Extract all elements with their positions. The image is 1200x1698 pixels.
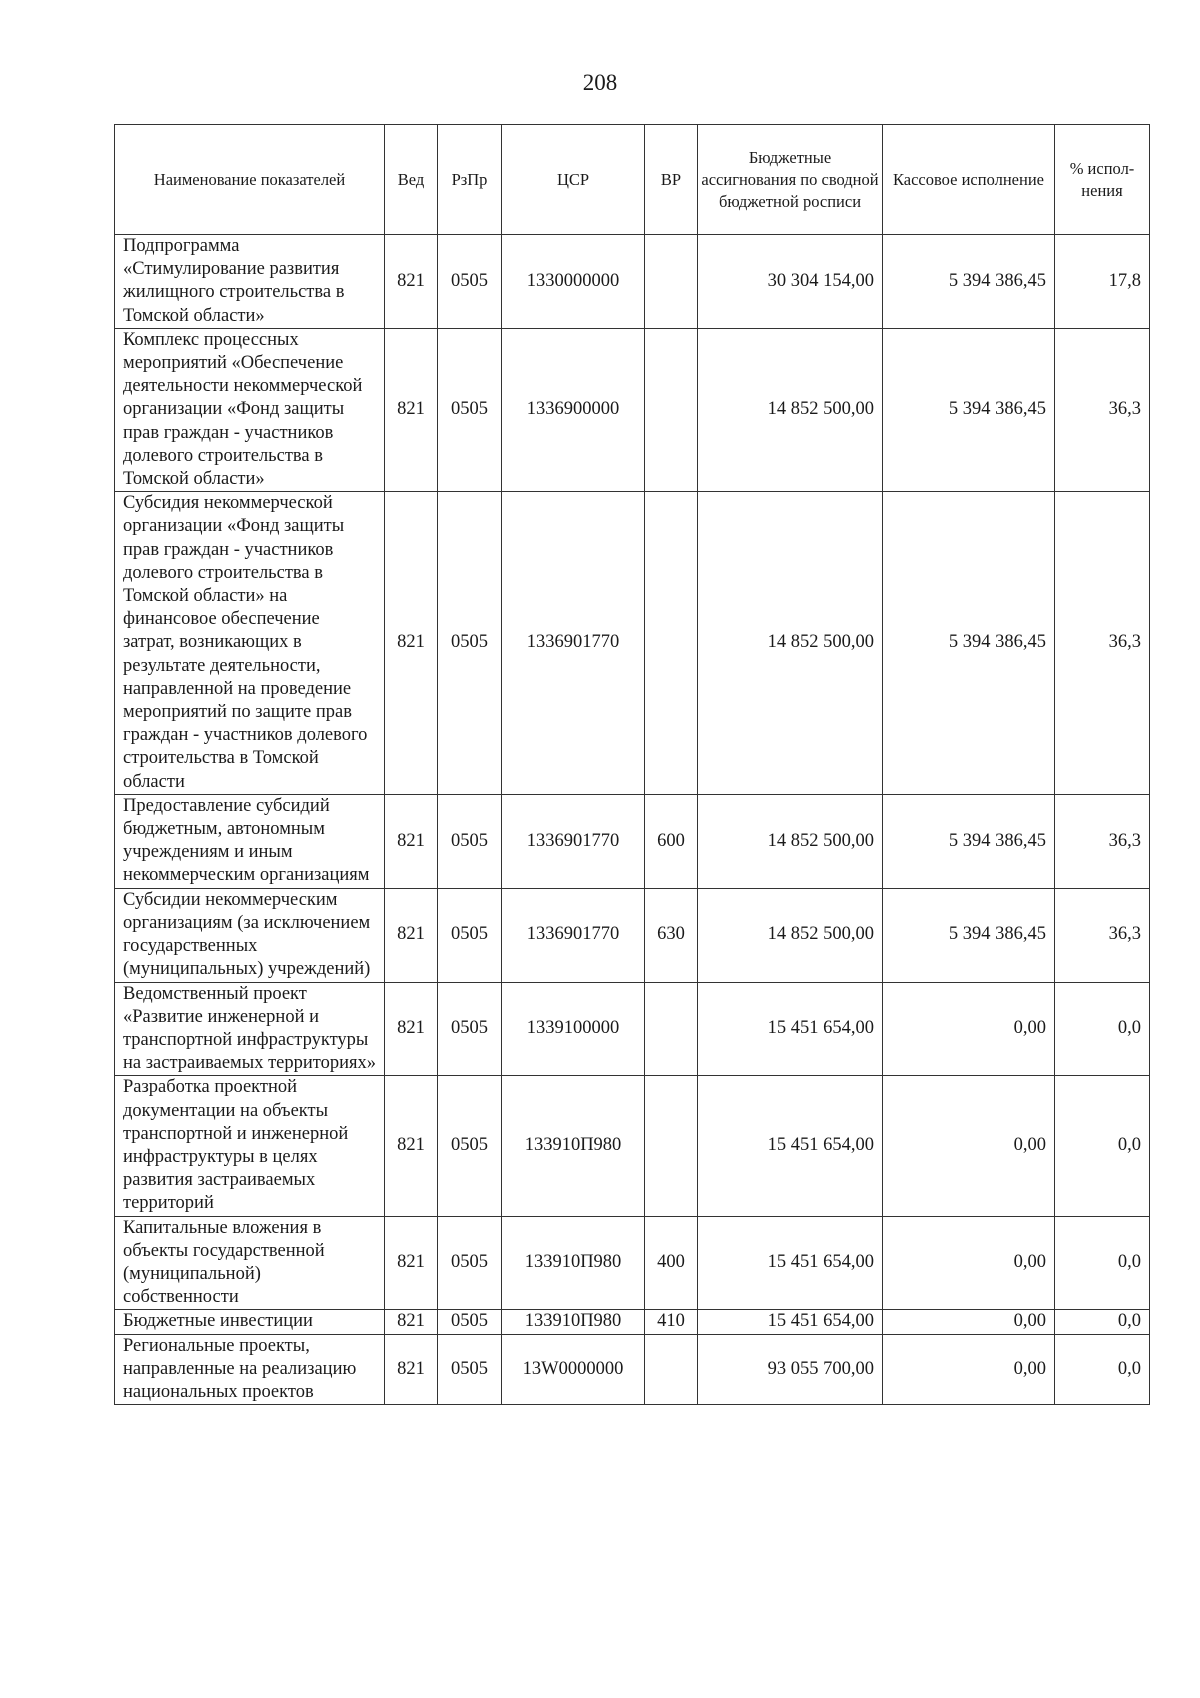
table-row: [115, 888, 1150, 982]
row-cash: 5 394 386,45: [883, 492, 1055, 795]
row-percent: 0,0: [1055, 1310, 1150, 1334]
row-budget: 30 304 154,00: [698, 235, 883, 329]
table-row: [115, 328, 1150, 491]
row-ved: 821: [385, 235, 438, 329]
row-csr: 1336900000: [502, 328, 645, 491]
row-percent: 36,3: [1055, 888, 1150, 982]
row-cash: 0,00: [883, 1334, 1055, 1405]
header-budget: Бюджетные ассигнования по сводной бюджетной росписи: [698, 125, 883, 235]
row-cash: 5 394 386,45: [883, 235, 1055, 329]
row-name: Субсидия некоммерческой организации «Фонд защиты прав граждан - участников долевого строительства в Томской области» на финансовое обеспечение затрат, возникающих в результате деятельности, направленной на проведение мероприятий по защите прав граждан - участников долевого строительства в Томской области: [115, 492, 385, 795]
row-rzpr: 0505: [438, 492, 502, 795]
row-ved: 821: [385, 888, 438, 982]
row-budget: 14 852 500,00: [698, 328, 883, 491]
header-vr: ВР: [645, 125, 698, 235]
row-vr: [645, 235, 698, 329]
table-row: [115, 982, 1150, 1076]
header-percent: % испол-нения: [1055, 125, 1150, 235]
row-cash: 5 394 386,45: [883, 888, 1055, 982]
row-csr: 1330000000: [502, 235, 645, 329]
row-csr: 133910П980: [502, 1310, 645, 1334]
row-ved: 821: [385, 1334, 438, 1405]
page-number: 208: [582, 70, 618, 95]
row-csr: 1339100000: [502, 982, 645, 1076]
row-rzpr: 0505: [438, 1310, 502, 1334]
row-vr: 400: [645, 1216, 698, 1310]
table-row: [115, 1310, 1150, 1334]
row-rzpr: 0505: [438, 982, 502, 1076]
row-budget: 14 852 500,00: [698, 492, 883, 795]
row-rzpr: 0505: [438, 1076, 502, 1216]
header-rzpr: РзПр: [438, 125, 502, 235]
row-percent: 17,8: [1055, 235, 1150, 329]
row-ved: 821: [385, 1216, 438, 1310]
row-name: Разработка проектной документации на объекты транспортной и инженерной инфраструктуры в целях развития застраиваемых территорий: [115, 1076, 385, 1216]
row-vr: [645, 982, 698, 1076]
row-csr: 1336901770: [502, 794, 645, 888]
row-ved: 821: [385, 1076, 438, 1216]
row-rzpr: 0505: [438, 888, 502, 982]
header-cash: Кассовое исполнение: [883, 125, 1055, 235]
row-ved: 821: [385, 328, 438, 491]
header-csr: ЦСР: [502, 125, 645, 235]
row-percent: 36,3: [1055, 492, 1150, 795]
row-csr: 133910П980: [502, 1216, 645, 1310]
row-csr: 13W0000000: [502, 1334, 645, 1405]
table-row: [115, 794, 1150, 888]
row-vr: 410: [645, 1310, 698, 1334]
table-row: [115, 1216, 1150, 1310]
row-vr: 630: [645, 888, 698, 982]
row-csr: 1336901770: [502, 492, 645, 795]
row-rzpr: 0505: [438, 328, 502, 491]
row-percent: 0,0: [1055, 1334, 1150, 1405]
row-vr: [645, 492, 698, 795]
row-ved: 821: [385, 492, 438, 795]
row-budget: 14 852 500,00: [698, 794, 883, 888]
row-percent: 0,0: [1055, 1216, 1150, 1310]
budget-table: [114, 124, 1150, 1405]
row-cash: 5 394 386,45: [883, 794, 1055, 888]
row-csr: 1336901770: [502, 888, 645, 982]
row-name: Предоставление субсидий бюджетным, автономным учреждениям и иным некоммерческим организациям: [115, 794, 385, 888]
header-ved: Вед: [385, 125, 438, 235]
table-row: [115, 492, 1150, 795]
row-budget: 15 451 654,00: [698, 1076, 883, 1216]
row-name: Подпрограмма «Стимулирование развития жилищного строительства в Томской области»: [115, 235, 385, 329]
row-vr: [645, 1334, 698, 1405]
header-row: [115, 125, 1150, 235]
row-percent: 0,0: [1055, 982, 1150, 1076]
table-row: [115, 1076, 1150, 1216]
row-name: Ведомственный проект «Развитие инженерной и транспортной инфраструктуры на застраиваемых территориях»: [115, 982, 385, 1076]
row-rzpr: 0505: [438, 794, 502, 888]
row-vr: [645, 328, 698, 491]
row-name: Субсидии некоммерческим организациям (за исключением государственных (муниципальных) учреждений): [115, 888, 385, 982]
row-percent: 36,3: [1055, 794, 1150, 888]
row-ved: 821: [385, 794, 438, 888]
table-row: [115, 235, 1150, 329]
row-cash: 5 394 386,45: [883, 328, 1055, 491]
row-rzpr: 0505: [438, 1216, 502, 1310]
row-percent: 36,3: [1055, 328, 1150, 491]
row-vr: 600: [645, 794, 698, 888]
row-ved: 821: [385, 1310, 438, 1334]
row-percent: 0,0: [1055, 1076, 1150, 1216]
row-ved: 821: [385, 982, 438, 1076]
row-name: Бюджетные инвестиции: [115, 1310, 385, 1334]
row-budget: 15 451 654,00: [698, 1310, 883, 1334]
row-budget: 93 055 700,00: [698, 1334, 883, 1405]
row-csr: 133910П980: [502, 1076, 645, 1216]
row-cash: 0,00: [883, 1076, 1055, 1216]
row-vr: [645, 1076, 698, 1216]
row-name: Капитальные вложения в объекты государственной (муниципальной) собственности: [115, 1216, 385, 1310]
row-cash: 0,00: [883, 982, 1055, 1076]
row-budget: 15 451 654,00: [698, 1216, 883, 1310]
row-name: Комплекс процессных мероприятий «Обеспечение деятельности некоммерческой организации «Фонд защиты прав граждан - участников долевого строительства в Томской области»: [115, 328, 385, 491]
row-rzpr: 0505: [438, 235, 502, 329]
row-name: Региональные проекты, направленные на реализацию национальных проектов: [115, 1334, 385, 1405]
header-name: Наименование показателей: [115, 125, 385, 235]
row-budget: 14 852 500,00: [698, 888, 883, 982]
table-row: [115, 1334, 1150, 1405]
row-cash: 0,00: [883, 1310, 1055, 1334]
row-budget: 15 451 654,00: [698, 982, 883, 1076]
row-rzpr: 0505: [438, 1334, 502, 1405]
row-cash: 0,00: [883, 1216, 1055, 1310]
